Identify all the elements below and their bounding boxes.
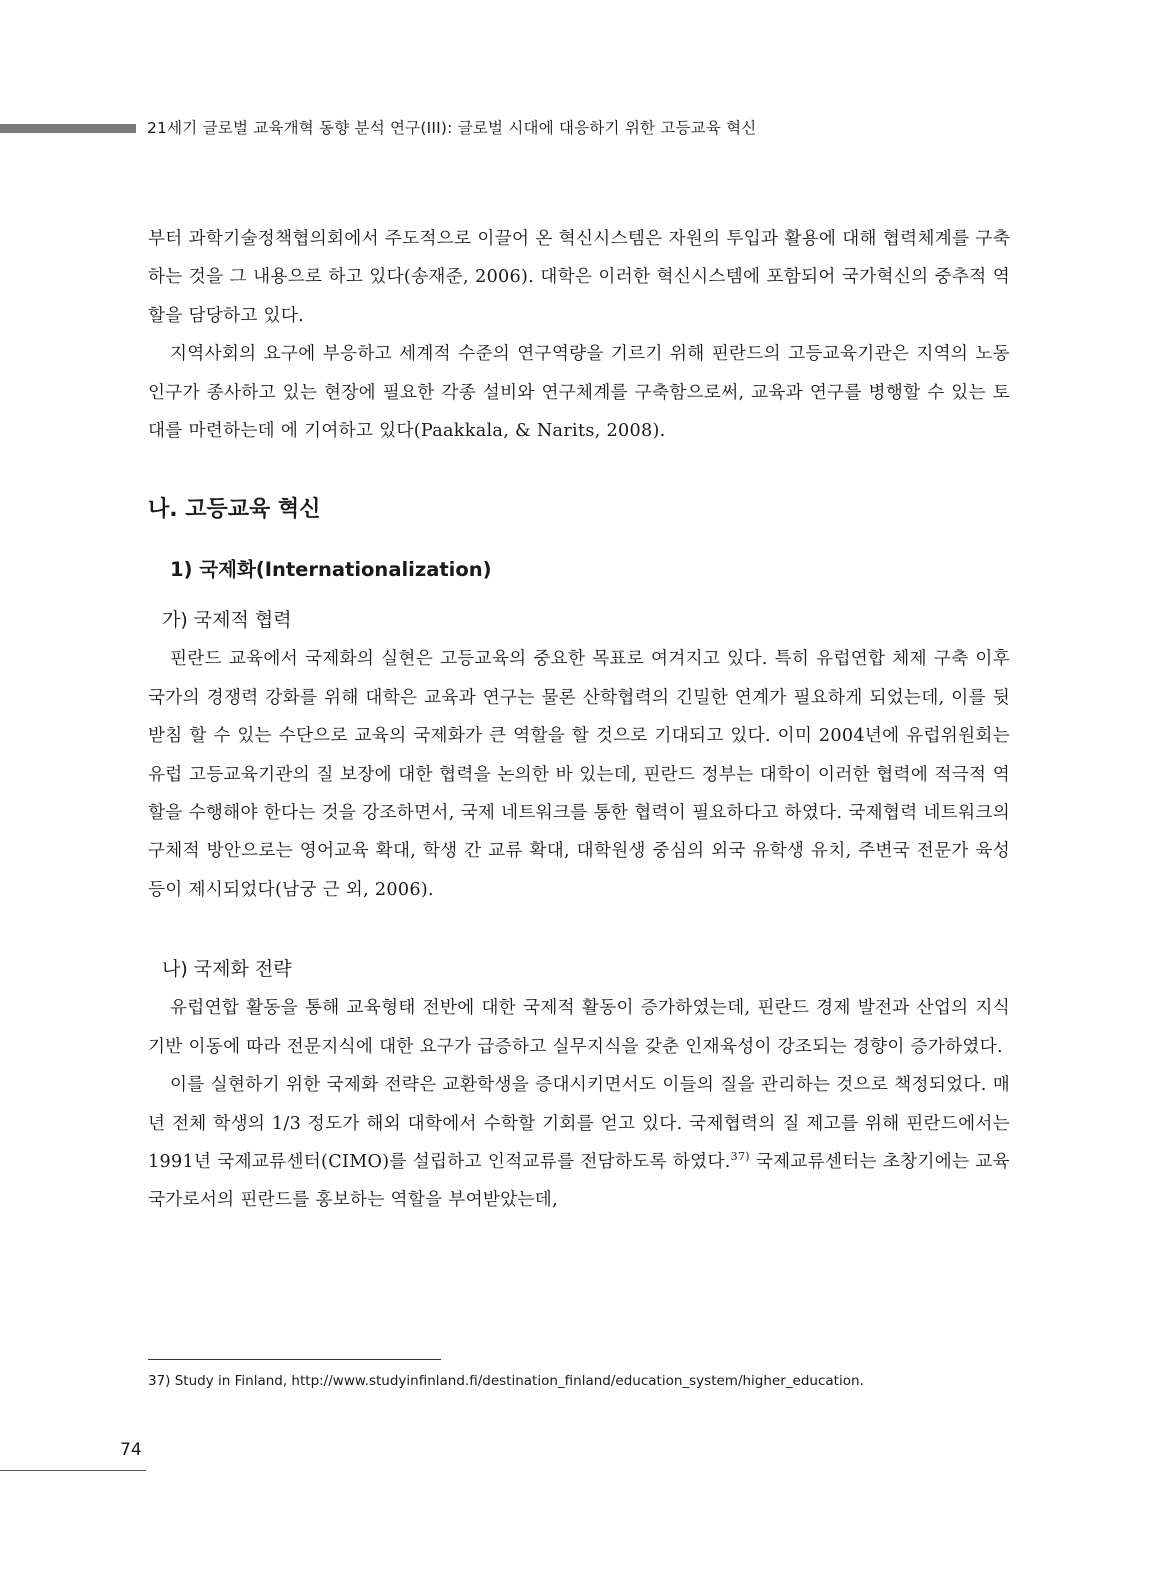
subsection-heading: 1) 국제화(Internationalization)	[170, 558, 492, 582]
paragraph-1: 부터 과학기술정책협의회에서 주도적으로 이끌어 온 혁신시스템은 자원의 투입과 활용에 대해 협력체계를 구축하는 것을 그 내용으로 하고 있다(송재준, 2006). 대학은 이러한 혁신시스템에 포함되어 국가혁신의 중추적 역할을 담당하고 있다.	[148, 229, 1010, 326]
paragraph-5-text-b: 국제교류센터는 초창기에는 교육국가로서의 핀란드를 홍보하는 역할을 부여받았는데,	[148, 1151, 1010, 1211]
paragraph-5	[148, 1066, 1010, 1220]
minor-heading-strategy: 나) 국제화 전략	[162, 958, 292, 981]
page-number: 74	[120, 1440, 142, 1460]
footer-rule	[0, 1470, 146, 1471]
footnote-reference[interactable]: 37)	[730, 1150, 750, 1164]
running-header-title: 21세기 글로벌 교육개혁 동향 분석 연구(III): 글로벌 시대에 대응하기 위한 고등교육 혁신	[147, 119, 757, 137]
paragraph-2: 지역사회의 요구에 부응하고 세계적 수준의 연구역량을 기르기 위해 핀란드의 고등교육기관은 지역의 노동인구가 종사하고 있는 현장에 필요한 각종 설비와 연구체계를 구축함으로써, 교육과 연구를 병행할 수 있는 토대를 마련하는데 에 기여하고 있다(Paakkala, & Narits, 2008).	[148, 344, 1010, 442]
spacer	[148, 909, 1010, 939]
footnote-divider	[148, 1359, 441, 1360]
paragraph-3: 핀란드 교육에서 국제화의 실현은 고등교육의 중요한 목표로 여겨지고 있다. 특히 유럽연합 체제 구축 이후 국가의 경쟁력 강화를 위해 대학은 교육과 연구는 물론 산학협력의 긴밀한 연계가 필요하게 되었는데, 이를 뒷받침 할 수 있는 수단으로 교육의 국제화가 큰 역할을 할 것으로 기대되고 있다. 이미 2004년에 유럽위원회는 유럽 고등교육기관의 질 보장에 대한 협력을 논의한 바 있는데, 핀란드 정부는 대학이 이러한 협력에 적극적 역할을 수행해야 한다는 것을 강조하면서, 국제 네트워크를 통한 협력이 필요하다고 하였다. 국제협력 네트워크의 구체적 방안으로는 영어교육 확대, 학생 간 교류 확대, 대학원생 중심의 외국 유학생 유치, 주변국 전문가 육성 등이 제시되었다(남궁 근 외, 2006).	[148, 649, 1010, 900]
paragraph-5-text-a: 이를 실현하기 위한 국제화 전략은 교환학생을 증대시키면서도 이들의 질을 관리하는 것으로 책정되었다. 매년 전체 학생의 1/3 정도가 해외 대학에서 수학할 기회를 얻고 있다. 국제협력의 질 제고를 위해 핀란드에서는 1991년 국제교류센터(CIMO)를 설립하고 인적교류를 전담하도록 하였다.	[148, 1075, 1010, 1172]
footnote-37: 37) Study in Finland, http://www.studyinfinland.fi/destination_finland/education_system/higher_education.	[148, 1373, 864, 1389]
section-heading: 나. 고등교육 혁신	[148, 497, 321, 523]
header-accent-bar	[0, 124, 136, 133]
minor-heading-cooperation: 가) 국제적 협력	[162, 609, 292, 632]
paragraph-4: 유럽연합 활동을 통해 교육형태 전반에 대한 국제적 활동이 증가하였는데, 핀란드 경제 발전과 산업의 지식기반 이동에 따라 전문지식에 대한 요구가 급증하고 실무지식을 갖춘 인재육성이 강조되는 경향이 증가하였다.	[148, 998, 1010, 1057]
page-content	[148, 220, 1010, 1220]
